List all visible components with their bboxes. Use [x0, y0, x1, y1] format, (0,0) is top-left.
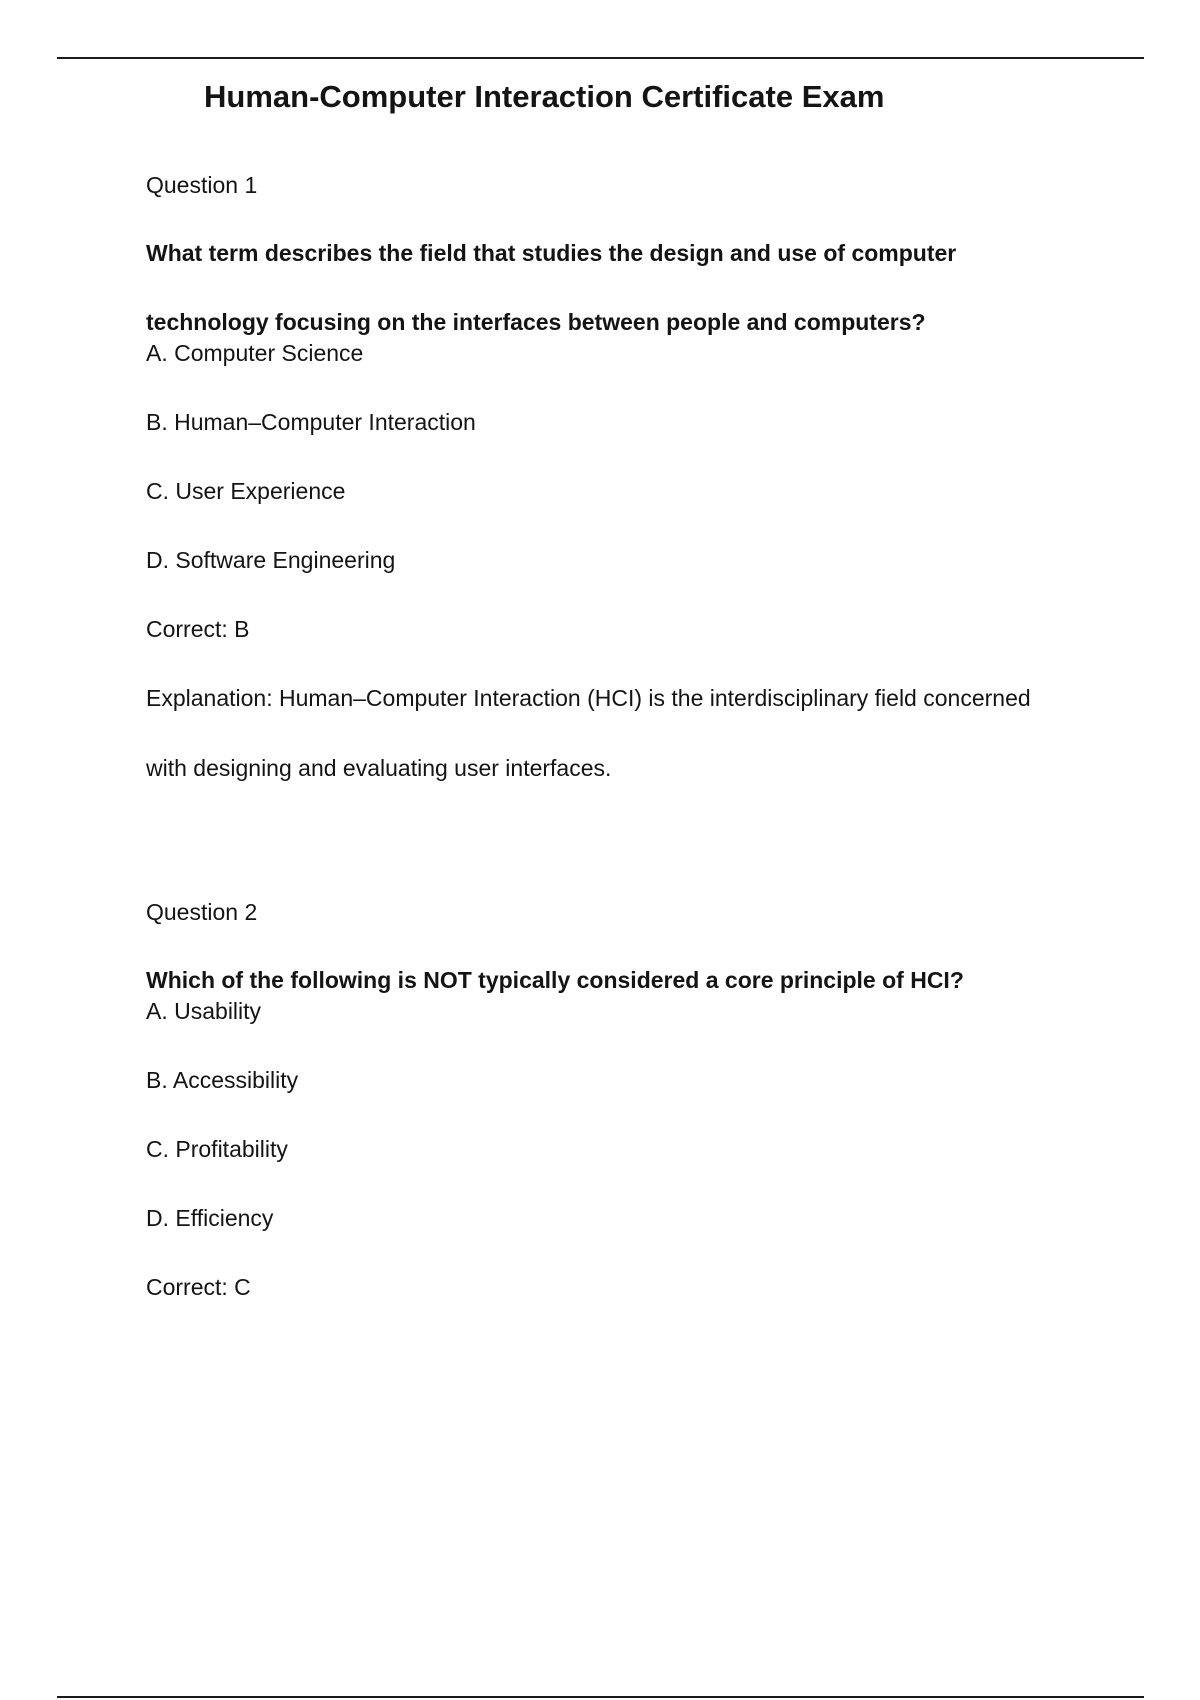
- question-number: Question 2: [146, 899, 258, 925]
- page-title: Human-Computer Interaction Certificate Exam: [204, 79, 885, 114]
- correct-answer: Correct: C: [146, 1274, 251, 1300]
- option-d: D. Software Engineering: [146, 547, 396, 573]
- question-prompt: What term describes the field that studies the design and use of computer technology focusing on the interfaces between people and computers?: [146, 240, 957, 335]
- option-d: D. Efficiency: [146, 1205, 274, 1231]
- option-c: C. Profitability: [146, 1136, 288, 1162]
- explanation: Explanation: Human–Computer Interaction (HCI) is the interdisciplinary field concerned with designing and evaluating user interfaces.: [146, 685, 1031, 781]
- option-b: B. Accessibility: [146, 1067, 299, 1093]
- option-b: B. Human–Computer Interaction: [146, 409, 476, 435]
- top-divider: [57, 57, 1144, 59]
- question-prompt: Which of the following is NOT typically considered a core principle of HCI?: [146, 967, 964, 993]
- question-2: [146, 897, 1046, 1341]
- option-a: A. Usability: [146, 998, 262, 1024]
- option-c: C. User Experience: [146, 478, 346, 504]
- question-number: Question 1: [146, 172, 258, 198]
- correct-answer: Correct: B: [146, 616, 250, 642]
- option-a: A. Computer Science: [146, 340, 364, 366]
- question-1: [146, 170, 1046, 803]
- bottom-divider: [57, 1696, 1144, 1698]
